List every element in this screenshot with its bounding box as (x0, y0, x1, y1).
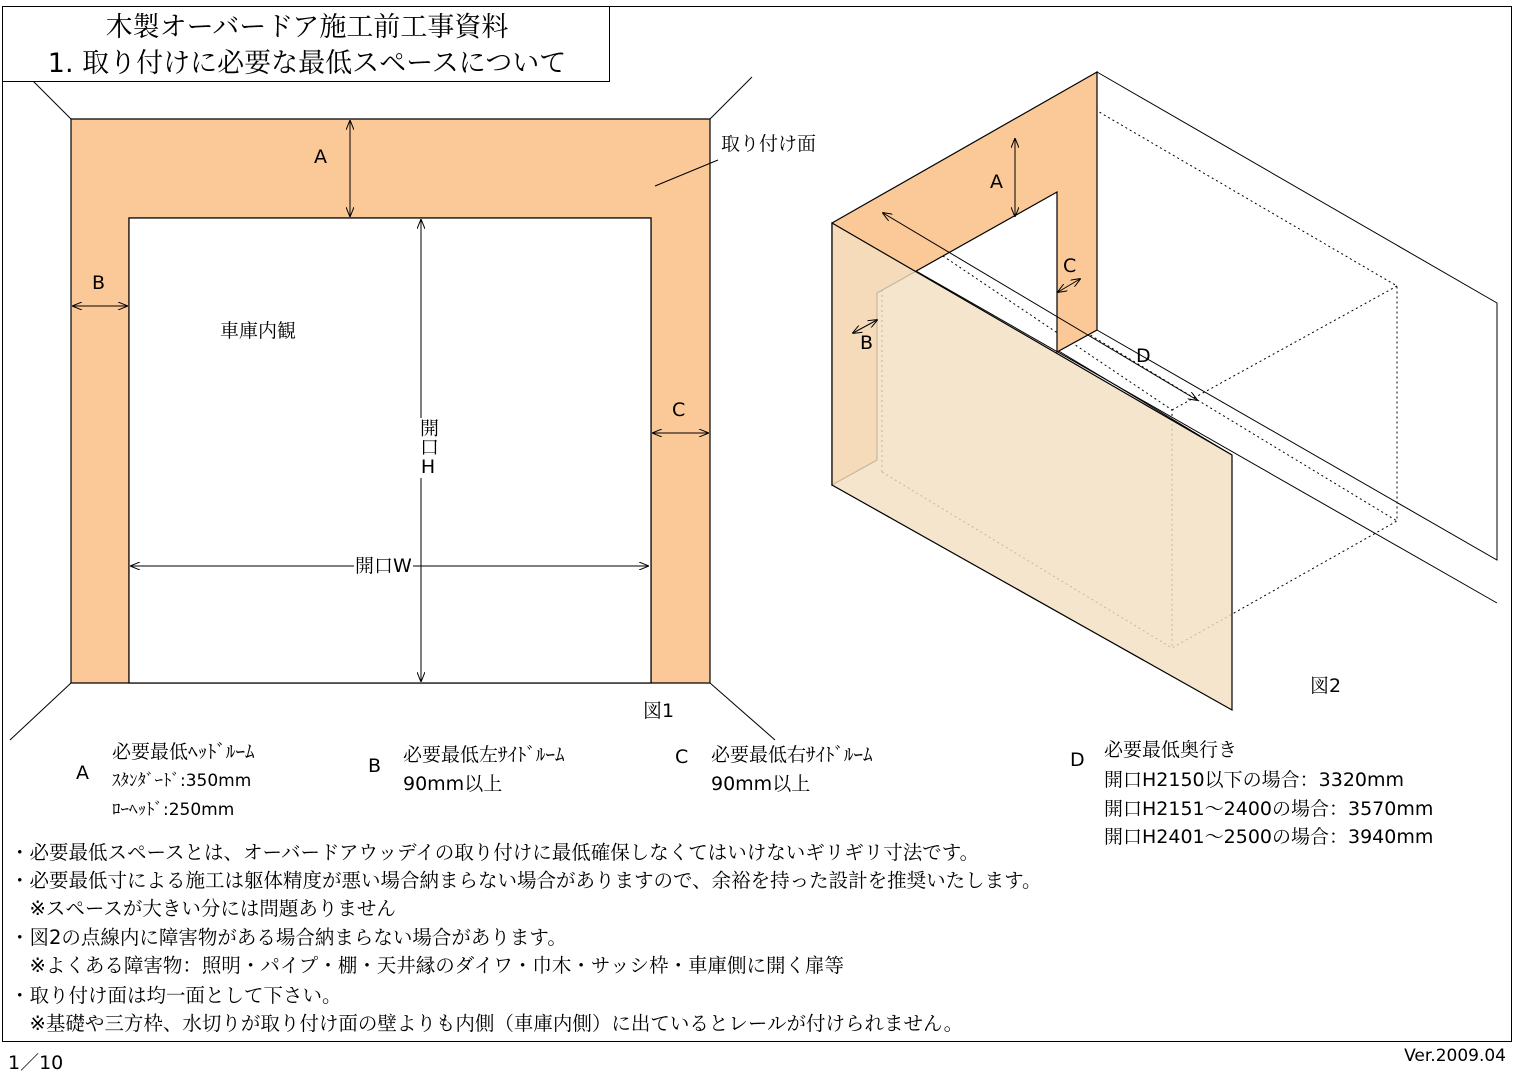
fig1-corner-line-br (710, 683, 775, 740)
page-title: 木製オーバードア施工前工事資料 (105, 12, 509, 43)
page-subtitle: 1. 取り付けに必要な最低スペースについて (47, 48, 567, 79)
figure2 (832, 72, 1497, 710)
fig1-dim-a-label: A (314, 146, 327, 168)
fig1-corner-line-tl (30, 78, 71, 119)
fig1-dim-b-label: B (92, 272, 106, 294)
fig2-dim-a-label: A (990, 171, 1003, 193)
legend-b-letter: B (368, 755, 382, 777)
fig2-door-panel (832, 223, 1232, 710)
figure1 (10, 77, 775, 740)
legend-a-line2: ﾛｰﾍｯﾄﾞ:250mm (112, 800, 235, 820)
legend-b-line1: 90mm以上 (403, 773, 503, 795)
title-box (2, 6, 610, 82)
legend-d-title: 必要最低奥行き (1104, 739, 1238, 761)
legend-c-letter: C (675, 746, 689, 768)
version-label: Ver.2009.04 (1404, 1046, 1506, 1066)
fig1-opening-h-label: 開口H (398, 418, 438, 478)
fig1-corner-line-tr (710, 77, 752, 119)
legend-d-line2: 開口H2151～2400の場合：3570mm (1104, 798, 1434, 820)
legend-a-title: 必要最低ﾍｯﾄﾞﾙｰﾑ (112, 741, 255, 763)
fig2-dim-b-label: B (860, 332, 874, 354)
note-line: ※スペースが大きい分には問題ありません (10, 897, 396, 920)
fig1-dim-c-label: C (672, 399, 686, 421)
legend-d-letter: D (1070, 749, 1085, 771)
legend-d-line1: 開口H2150以下の場合：3320mm (1104, 769, 1405, 791)
note-line: ・必要最低寸による施工は躯体精度が悪い場合納まらない場合がありますので、余裕を持った設計を推奨いたします。 (10, 869, 1042, 892)
legend-a-line1: ｽﾀﾝﾀﾞｰﾄﾞ:350mm (112, 771, 252, 791)
legend-c-title: 必要最低右ｻｲﾄﾞﾙｰﾑ (711, 744, 873, 766)
note-line: ※基礎や三方枠、水切りが取り付け面の壁よりも内側（車庫内側）に出ているとレールが付けられません。 (10, 1012, 964, 1035)
fig1-opening (129, 218, 651, 683)
fig2-dim-d-label: D (1136, 345, 1151, 367)
fig1-mount-surface-label: 取り付け面 (721, 133, 817, 155)
legend-c-line1: 90mm以上 (711, 773, 811, 795)
legend-b-title: 必要最低左ｻｲﾄﾞﾙｰﾑ (403, 744, 565, 766)
fig2-caption: 図2 (1310, 675, 1342, 697)
fig1-interior-label: 車庫内観 (220, 320, 297, 342)
fig1-opening-w-label: 開口W (355, 555, 412, 577)
note-line: ※よくある障害物：照明・パイプ・棚・天井縁のダイワ・巾木・サッシ枠・車庫側に開く扉等 (10, 954, 844, 977)
legend-a-letter: A (76, 762, 89, 784)
legend-d-line3: 開口H2401～2500の場合：3940mm (1104, 826, 1434, 848)
fig1-caption: 図1 (643, 700, 675, 722)
note-line: ・図2の点線内に障害物がある場合納まらない場合があります。 (10, 926, 567, 949)
page-number: 1／10 (8, 1052, 64, 1074)
note-line: ・必要最低スペースとは、オーバードアウッデイの取り付けに最低確保しなくてはいけないギリギリ寸法です。 (10, 841, 980, 864)
fig2-dim-c-label: C (1063, 255, 1077, 277)
fig1-corner-line-bl (10, 683, 71, 740)
note-line: ・取り付け面は均一面として下さい。 (10, 984, 342, 1007)
